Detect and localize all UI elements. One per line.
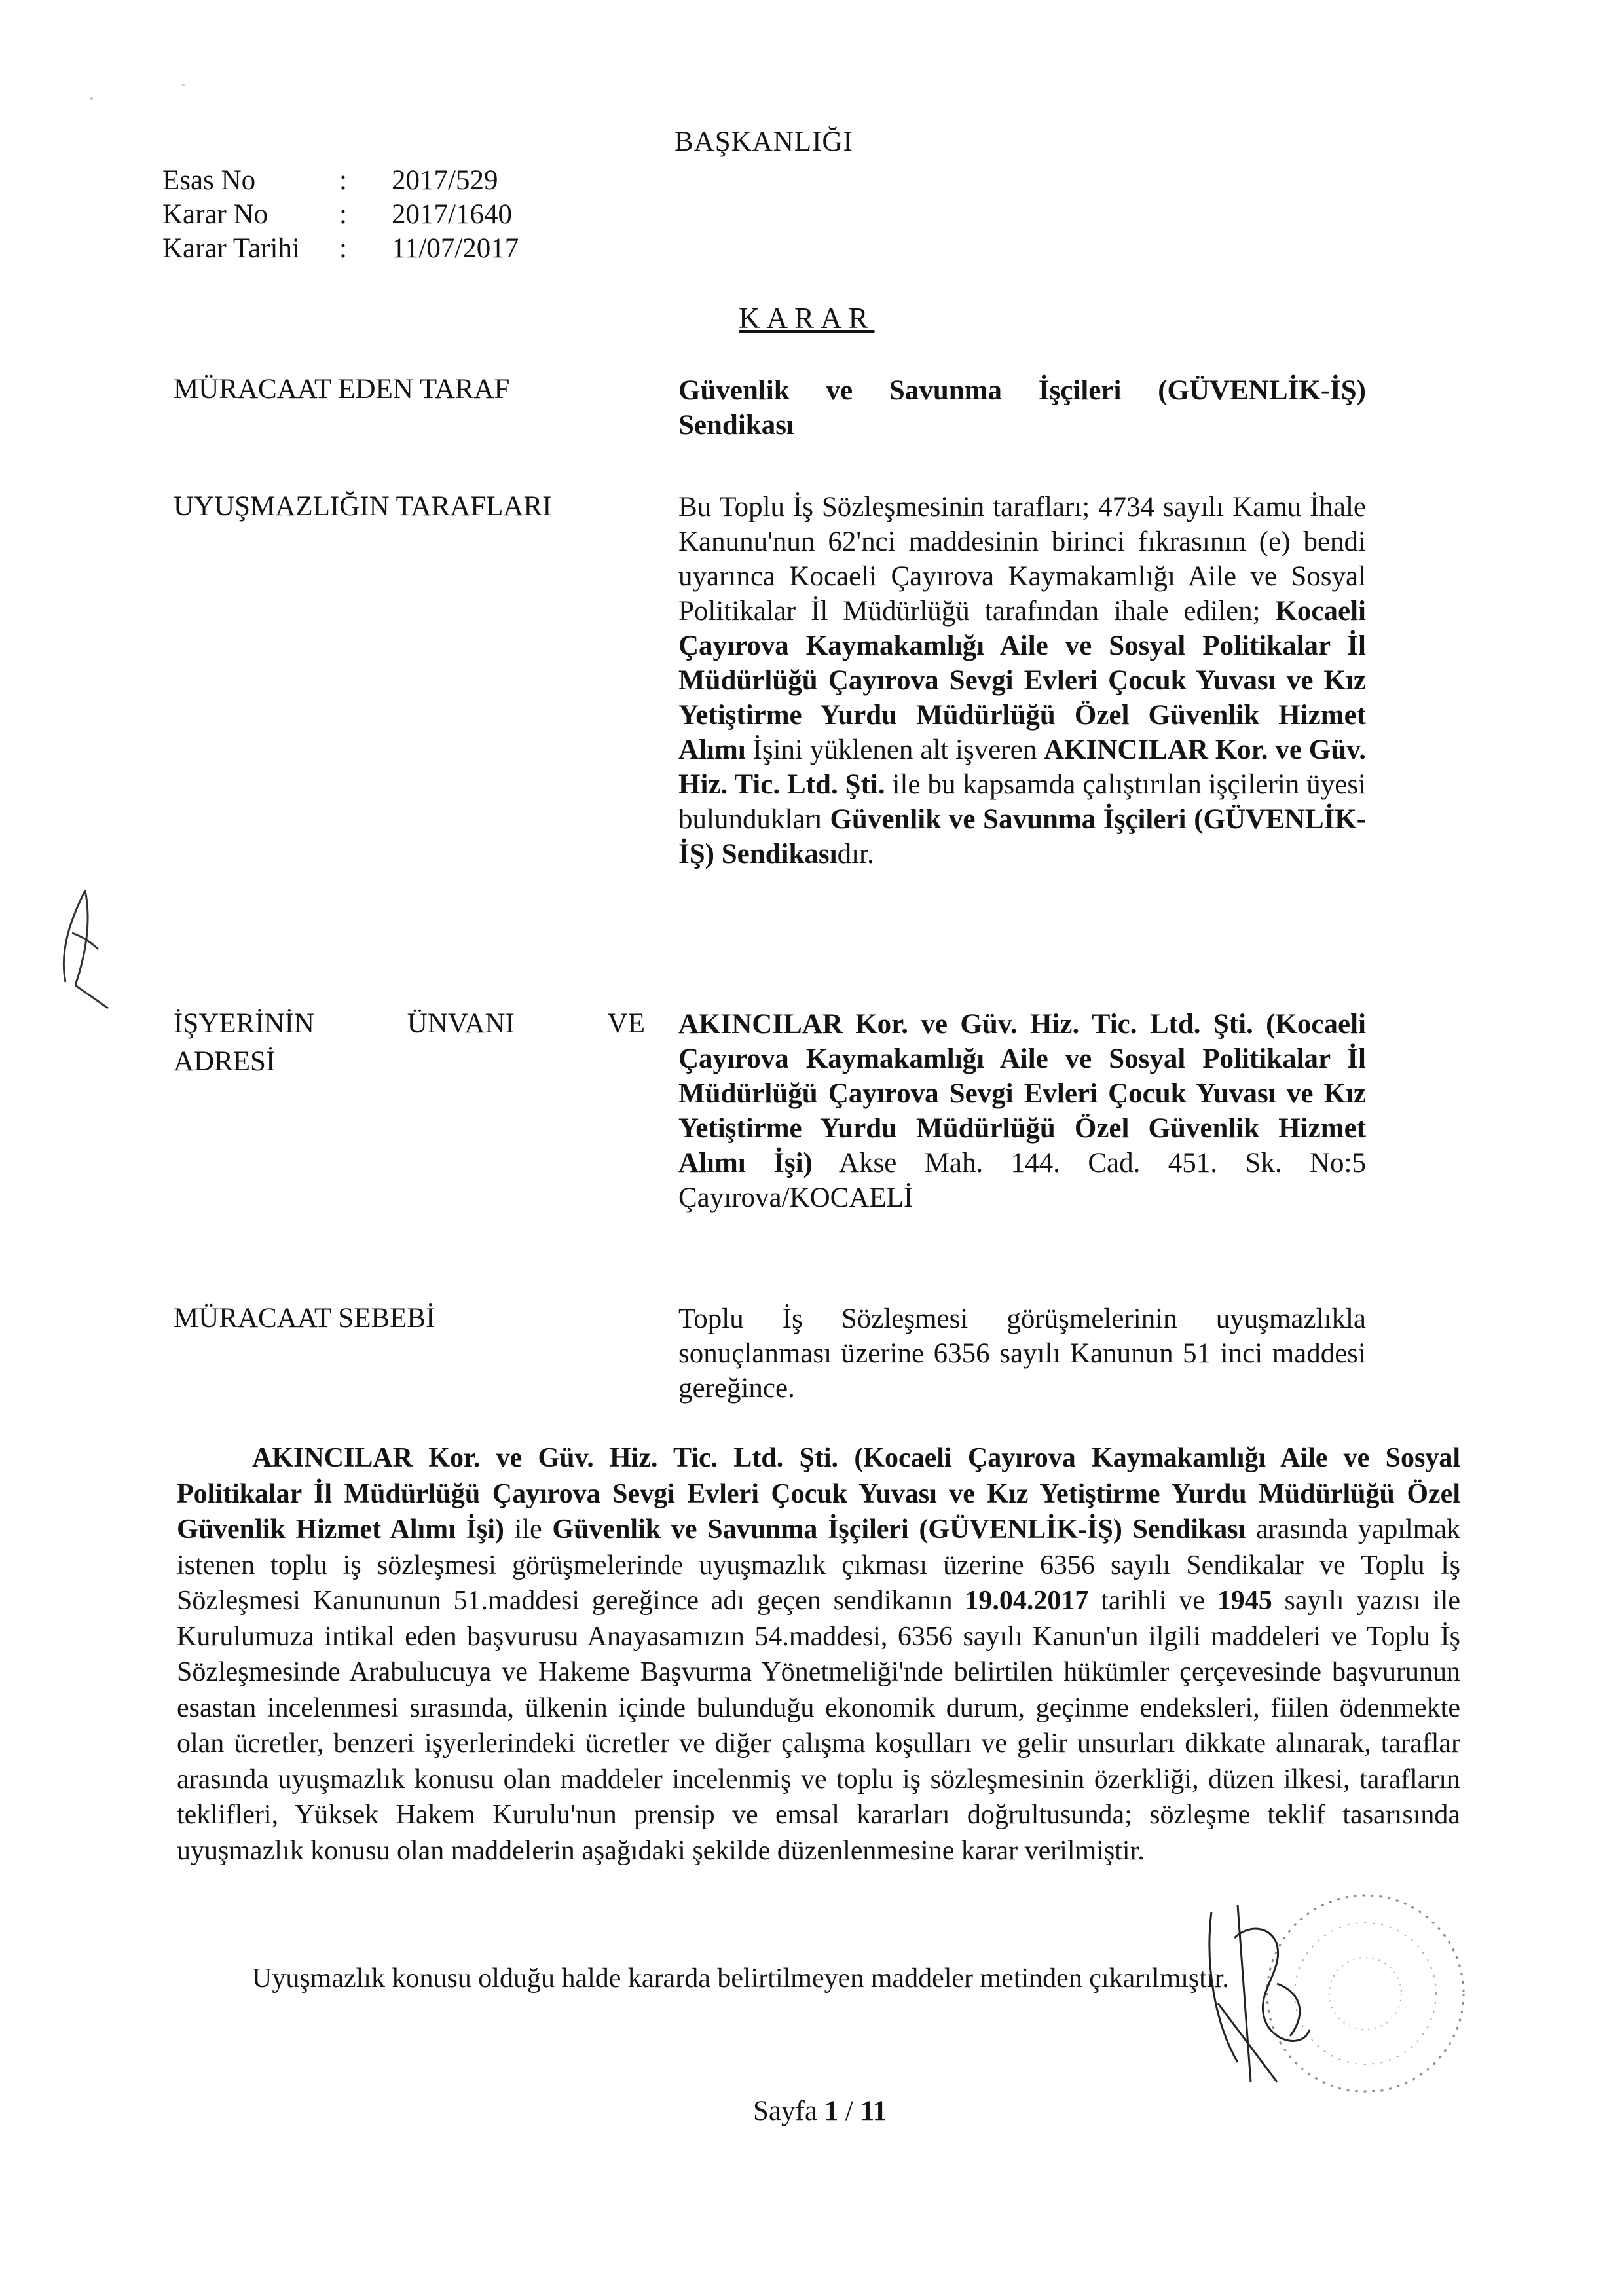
page-separator: / (845, 2096, 853, 2126)
page-number (753, 2095, 887, 2127)
removed-articles-paragraph: Uyuşmazlık konusu olduğu halde kararda belirtilmeyen maddeler metinden çıkarılmıştır. (252, 1963, 1229, 1994)
meta-label: Karar Tarihi (162, 233, 300, 264)
parties-text-4: dır. (837, 839, 874, 869)
body-text-4: sayılı yazısı ile Kurulumuza intikal eden başvurusu Anayasamızın 54.maddesi, 6356 sayılı Kanun'un ilgili maddeleri ve Toplu İş Sözleşmesinde Arabulucuya ve Hakeme Başvurma Yönetmeliği'nde belirtilen hükümler çerçevesinde başvurunun esastan incelenmesi sırasında, ülkenin içinde bulunduğu ekonomik durum, geçinme endeksleri, fiilen ödenmekte olan ücretler, benzeri işyerlerindeki ücretler ve diğer çalışma koşulları ve gelir unsurları dikkate alınarak, taraflar arasında uyuşmazlık konusu olan maddeler incelenmiş ve toplu iş sözleşmesinin özerkliği, düzen ilkesi, tarafların teklifleri, Yüksek Hakem Kurulu'nun prensip ve emsal kararları doğrultusunda; sözleşme teklif tasarısında uyuşmazlık konusu olan maddelerin aşağıdaki şekilde düzenlenmesine karar verilmiştir. (177, 1586, 1461, 1866)
parties-union: Güvenlik ve Savunma İşçileri (GÜVENLİK-İŞ) Sendikası (678, 804, 1367, 869)
meta-colon: : (339, 165, 347, 196)
page-prefix: Sayfa (753, 2096, 817, 2126)
workplace-label (174, 1005, 645, 1081)
body-bold-2: Güvenlik ve Savunma İşçileri (GÜVENLİK-İŞ) Sendikası (552, 1514, 1246, 1544)
meta-label: Karar No (162, 199, 268, 230)
official-stamp-signature (1198, 1886, 1480, 2105)
workplace-value (678, 1007, 1366, 1215)
body-text-3: tarihli ve (1101, 1586, 1205, 1616)
margin-handwritten-mark (46, 871, 138, 1018)
body-bold-1: AKINCILAR Kor. ve Güv. Hiz. Tic. Ltd. Şti. (Kocaeli Çayırova Kaymakamlığı Aile ve Sosyal Politikalar İl Müdürlüğü Çayırova Sevgi Evleri Çocuk Yuvası ve Kız Yetiştirme Yurdu Müdürlüğü Özel Güvenlik Hizmet Alımı İşi) (177, 1443, 1460, 1544)
office-heading: BAŞKANLIĞI (674, 126, 853, 157)
parties-value (678, 490, 1366, 871)
page-current: 1 (824, 2096, 839, 2126)
meta-row-tarih (162, 232, 519, 266)
scan-specks (65, 65, 210, 121)
page-total: 11 (860, 2096, 887, 2126)
body-text-2: arasında yapılmak istenen toplu iş sözleşmesi görüşmelerinde uyuşmazlık çıkması üzerine 6356 sayılı Sendikalar ve Toplu İş Sözleşmesi Kanununun 51.maddesi gereğince adı geçen sendikanın (177, 1514, 1461, 1616)
case-meta (162, 164, 519, 266)
workplace-name: AKINCILAR Kor. ve Güv. Hiz. Tic. Ltd. Şti. (Kocaeli Çayırova Kaymakamlığı Aile ve Sosyal Politikalar İl Müdürlüğü Çayırova Sevgi Evleri Çocuk Yuvası ve Kız Yetiştirme Yurdu Müdürlüğü Özel Güvenlik Hizmet Alımı İşi) (678, 1009, 1366, 1178)
workplace-label-word: İŞYERİNİN (174, 1008, 314, 1039)
workplace-label-word: VE (607, 1008, 645, 1039)
body-text-1: ile (514, 1514, 542, 1544)
workplace-label-word: ADRESİ (174, 1046, 276, 1077)
meta-label: Esas No (162, 165, 256, 196)
reason-label: MÜRACAAT SEBEBİ (174, 1303, 435, 1334)
workplace-label-word: ÜNVANI (407, 1008, 515, 1039)
decision-title: KARAR (739, 302, 875, 335)
parties-workplace: Kocaeli Çayırova Kaymakamlığı Aile ve Sosyal Politikalar İl Müdürlüğü Çayırova Sevgi Evleri Çocuk Yuvası ve Kız Yetiştirme Yurdu Müdürlüğü Özel Güvenlik Hizmet Alımı (678, 596, 1366, 765)
parties-employer: AKINCILAR Kor. ve Güv. Hiz. Tic. Ltd. Şti. (678, 735, 1367, 800)
body-number: 1945 (1217, 1586, 1272, 1616)
meta-value: 2017/529 (392, 165, 498, 196)
decision-paragraph (177, 1440, 1460, 1868)
parties-text-3: ile bu kapsamda çalıştırılan işçilerin üyesi bulundukları (678, 769, 1366, 835)
workplace-address: Akse Mah. 144. Cad. 451. Sk. No:5 Çayırova/KOCAELİ (678, 1148, 1366, 1213)
meta-row-karar (162, 198, 519, 232)
meta-colon: : (339, 233, 347, 264)
applicant-value (678, 373, 1366, 443)
applicant-label: MÜRACAAT EDEN TARAF (174, 374, 510, 405)
workplace-label-line (174, 1005, 645, 1043)
meta-value: 11/07/2017 (392, 233, 519, 264)
meta-colon: : (339, 199, 347, 230)
parties-text-1: Bu Toplu İş Sözleşmesinin tarafları; 4734 sayılı Kamu İhale Kanunu'nun 62'nci maddesinin birinci fıkrasının (e) bendi uyarınca Kocaeli Çayırova Kaymakamlığı Aile ve Sosyal Politikalar İl Müdürlüğü tarafından ihale edilen; (678, 492, 1366, 627)
meta-value: 2017/1640 (392, 199, 512, 230)
parties-text-2: İşini yüklenen alt işveren (752, 735, 1037, 765)
meta-row-esas (162, 164, 519, 198)
reason-value: Toplu İş Sözleşmesi görüşmelerinin uyuşmazlıkla sonuçlanması üzerine 6356 sayılı Kanunun 51 inci maddesi gereğince. (678, 1303, 1366, 1404)
body-date: 19.04.2017 (965, 1586, 1089, 1616)
applicant-name: Güvenlik ve Savunma İşçileri (GÜVENLİK-İŞ) Sendikası (678, 375, 1366, 441)
parties-label: UYUŞMAZLIĞIN TARAFLARI (174, 491, 552, 522)
